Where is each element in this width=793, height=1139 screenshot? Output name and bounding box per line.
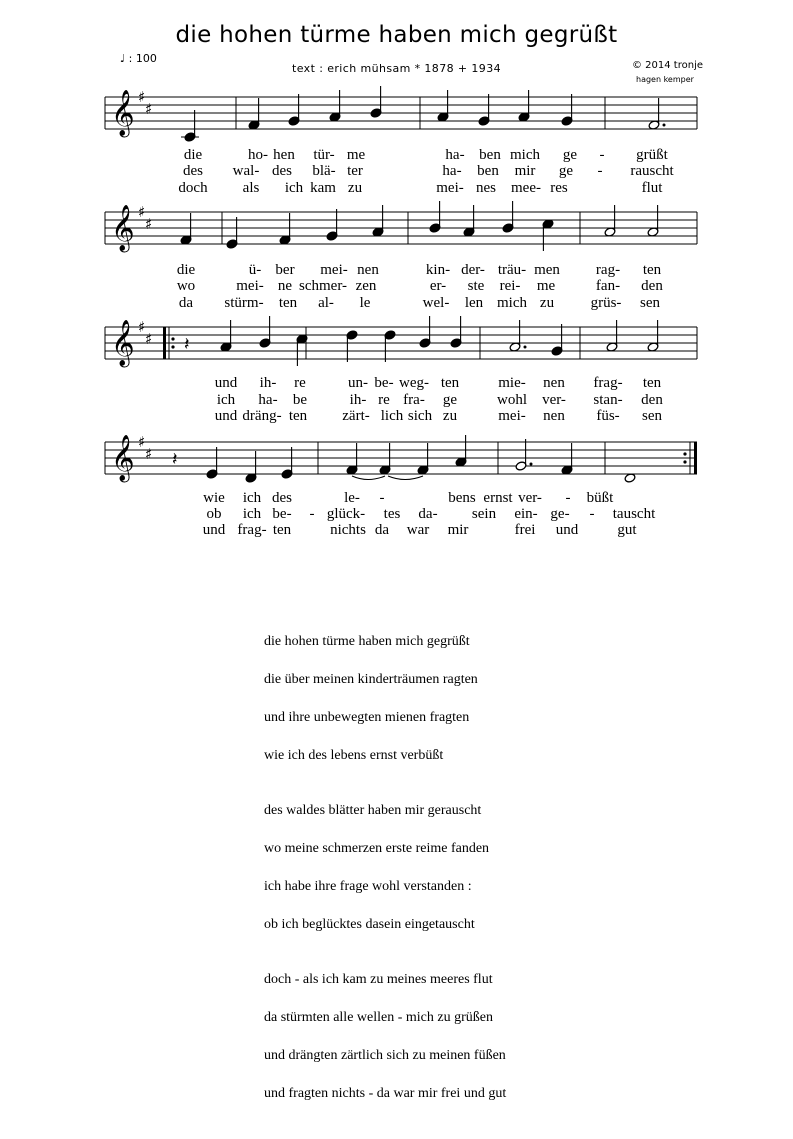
poem-stanza [264,970,506,1122]
poem-stanza [264,801,506,953]
lyric-syllable: be- [272,506,292,522]
lyric-syllable: und [214,408,238,424]
lyric-syllable: büßt [586,490,614,506]
lyric-syllable: und [202,522,226,538]
lyric-syllable: tes [383,506,401,522]
augmentation-dot [530,463,533,466]
lyric-syllable: nen [357,262,379,278]
lyric-syllable: grüßt [636,147,668,163]
lyric-syllable: der- [461,262,485,278]
lyric-syllable: ernst [483,490,513,506]
poem-line: und ihre unbewegten mienen fragten [264,710,470,725]
lyric-syllable: nichts [330,522,366,538]
lyric-syllable: frag- [237,522,267,538]
lyric-syllable: ich [216,392,236,408]
lyric-syllable: - [309,506,315,522]
lyric-syllable: da- [418,506,438,522]
lyric-syllable: le- [344,490,360,506]
lyric-syllable: die [176,262,196,278]
lyric-syllable: schmer- [298,278,348,294]
lyric-syllable: - [589,506,595,522]
lyric-syllable: be [292,392,308,408]
lyric-syllable: me [346,147,366,163]
poem-line: ob ich beglücktes dasein eingetauscht [264,917,475,932]
lyric-syllable: rei- [499,278,521,294]
lyric-syllable: kam [310,180,336,196]
poem-line: und fragten nichts - da war mir frei und gut [264,1086,507,1101]
lyric-syllable: ten [288,408,308,424]
lyric-syllable: frei [514,522,536,538]
lyric-syllable: mei- [320,262,348,278]
lyric-syllable: zu [442,408,458,424]
lyric-syllable: als [242,180,260,196]
lyric-syllable: des [272,490,292,506]
lyric-syllable: wal- [232,163,260,179]
lyric-syllable: mir [514,163,536,179]
lyric-syllable: mich [510,147,540,163]
lyric-syllable: da [178,295,194,311]
lyric-syllable: ben [477,163,499,179]
lyric-syllable: sich [407,408,433,424]
song-title: die hohen türme haben mich gegrüßt [175,22,618,48]
lyric-syllable: zärt- [342,408,370,424]
quarter-rest-icon: 𝄽 [172,449,178,470]
lyric-syllable: nen [543,408,565,424]
lyric-syllable: ten [278,295,298,311]
treble-clef-icon: 𝄞 [111,320,135,366]
lyric-syllable: stürm- [224,295,264,311]
lyric-syllable: mei- [236,278,264,294]
lyric-syllable: ge [562,147,578,163]
lyric-syllable: me [536,278,556,294]
lyric-syllable: res [550,180,568,196]
lyric-syllable: rag- [595,262,621,278]
lyric-syllable: - [379,490,385,506]
lyric-syllable: mich [497,295,527,311]
lyric-syllable: be- [374,375,394,391]
poem-line: des waldes blätter haben mir gerauscht [264,803,482,818]
lyric-syllable: sen [640,295,660,311]
lyric-syllable: ver- [518,490,542,506]
lyric-syllable: des [183,163,203,179]
tempo-marking: ♩ : 100 [120,52,157,65]
lyric-syllable: ste [467,278,485,294]
poem-text [264,632,506,1139]
lyric-syllable: hen [273,147,295,163]
lyric-syllable: weg- [399,375,429,391]
lyric-syllable: nen [543,375,565,391]
sharp-icon: ♯ [138,88,146,106]
lyric-syllable: ob [206,506,222,522]
lyric-syllable: mir [447,522,469,538]
lyric-syllable: le [359,295,371,311]
lyric-syllable: träu- [497,262,527,278]
lyric-syllable: den [641,278,663,294]
repeat-dot [683,452,686,455]
lyric-syllable: er- [429,278,447,294]
lyric-syllable: den [641,392,663,408]
lyric-syllable: ein- [514,506,538,522]
lyric-syllable: gut [617,522,637,538]
lyric-syllable: - [565,490,571,506]
poem-line: da stürmten alle wellen - mich zu grüßen [264,1010,493,1025]
lyric-syllable: ha- [258,392,278,408]
lyric-syllable: die [183,147,203,163]
copyright-notice: © 2014 tronje [632,60,704,71]
lyric-syllable: blä- [312,163,336,179]
lyric-syllable: ter [347,163,363,179]
repeat-dot [683,460,686,463]
lyric-syllable: mei- [498,408,526,424]
sharp-icon: ♯ [145,100,153,118]
lyric-syllable: rauscht [630,163,674,179]
repeat-dot [171,337,174,340]
repeat-start-thick-barline [163,327,166,359]
lyric-syllable: wie [203,490,225,506]
lyric-syllable: tür- [313,147,335,163]
composer-name: hagen kemper [636,75,694,84]
lyric-syllable: ich [242,490,262,506]
tie [388,476,423,480]
lyric-syllable: fra- [403,392,425,408]
lyric-syllable: bens [448,490,476,506]
lyric-syllable: da [374,522,390,538]
lyric-syllable: kin- [425,262,451,278]
sharp-icon: ♯ [138,433,146,451]
lyric-syllable: wo [176,278,196,294]
quarter-rest-icon: 𝄽 [184,334,190,355]
repeat-dot [171,345,174,348]
lyric-syllable: flut [641,180,663,196]
lyric-syllable: - [599,147,605,163]
music-score [0,0,793,560]
lyric-syllable: ben [479,147,501,163]
poem-line: wo meine schmerzen erste reime fanden [264,841,490,856]
lyric-syllable: men [534,262,560,278]
treble-clef-icon: 𝄞 [111,435,135,481]
poem-line: doch - als ich kam zu meines meeres flut [264,972,493,987]
lyric-syllable: un- [348,375,368,391]
sharp-icon: ♯ [145,445,153,463]
sharp-icon: ♯ [145,330,153,348]
sharp-icon: ♯ [138,318,146,336]
lyric-syllable: lich [380,408,404,424]
sharp-icon: ♯ [145,215,153,233]
lyric-syllable: ha- [442,163,462,179]
poem-line: ich habe ihre frage wohl verstanden : [264,879,472,894]
lyric-syllable: stan- [593,392,623,408]
treble-clef-icon: 𝄞 [111,90,135,136]
lyric-syllable: ü- [248,262,262,278]
lyric-syllable: ge- [550,506,570,522]
lyric-syllable: frag- [593,375,623,391]
lyric-syllable: sein [471,506,497,522]
augmentation-dot [524,346,527,349]
lyric-syllable: tauscht [612,506,656,522]
lyricist-credit: text : erich mühsam * 1878 + 1934 [291,62,501,75]
poem-line: die hohen türme haben mich gegrüßt [264,634,470,649]
lyric-syllable: ne [277,278,293,294]
poem-line: und drängten zärtlich sich zu meinen füßen [264,1048,506,1063]
lyric-syllable: ver- [542,392,566,408]
lyric-syllable: dräng- [242,408,282,424]
lyric-syllable: glück- [326,506,366,522]
lyric-syllable: ge [558,163,574,179]
lyric-syllable: ich [284,180,304,196]
lyric-syllable: und [214,375,238,391]
lyric-syllable: zu [347,180,363,196]
lyric-syllable: ber [275,262,295,278]
treble-clef-icon: 𝄞 [111,205,135,251]
lyric-syllable: ih- [349,392,367,408]
lyric-syllable: wohl [497,392,527,408]
sharp-icon: ♯ [138,203,146,221]
poem-line: wie ich des lebens ernst verbüßt [264,748,444,763]
poem-line: die über meinen kinderträumen ragten [264,672,478,687]
lyric-syllable: re [294,375,306,391]
lyric-syllable: ten [642,375,662,391]
lyric-syllable: mee- [511,180,541,196]
lyric-syllable: ten [440,375,460,391]
lyric-syllable: ih- [259,375,277,391]
lyric-syllable: ten [642,262,662,278]
lyric-syllable: und [555,522,579,538]
lyric-syllable: re [378,392,390,408]
lyric-syllable: fan- [595,278,621,294]
lyric-syllable: ich [242,506,262,522]
lyric-syllable: zen [355,278,377,294]
lyric-syllable: - [597,163,603,179]
augmentation-dot [663,124,666,127]
lyric-syllable: nes [476,180,496,196]
lyric-syllable: füs- [596,408,620,424]
lyric-syllable: ten [272,522,292,538]
repeat-end-thick-barline [694,442,697,474]
lyric-syllable: mei- [436,180,464,196]
lyric-syllable: zu [539,295,555,311]
lyric-syllable: des [272,163,292,179]
lyric-syllable: mie- [498,375,526,391]
lyric-syllable: ho- [248,147,268,163]
lyric-syllable: doch [178,180,208,196]
tie [352,476,385,480]
lyric-syllable: al- [318,295,334,311]
lyric-syllable: sen [642,408,662,424]
lyric-syllable: len [464,295,484,311]
lyric-syllable: wel- [422,295,450,311]
lyric-syllable: war [406,522,430,538]
poem-stanza [264,632,506,784]
lyric-syllable: ge [442,392,458,408]
lyric-syllable: ha- [445,147,465,163]
lyric-syllable: grüs- [590,295,622,311]
